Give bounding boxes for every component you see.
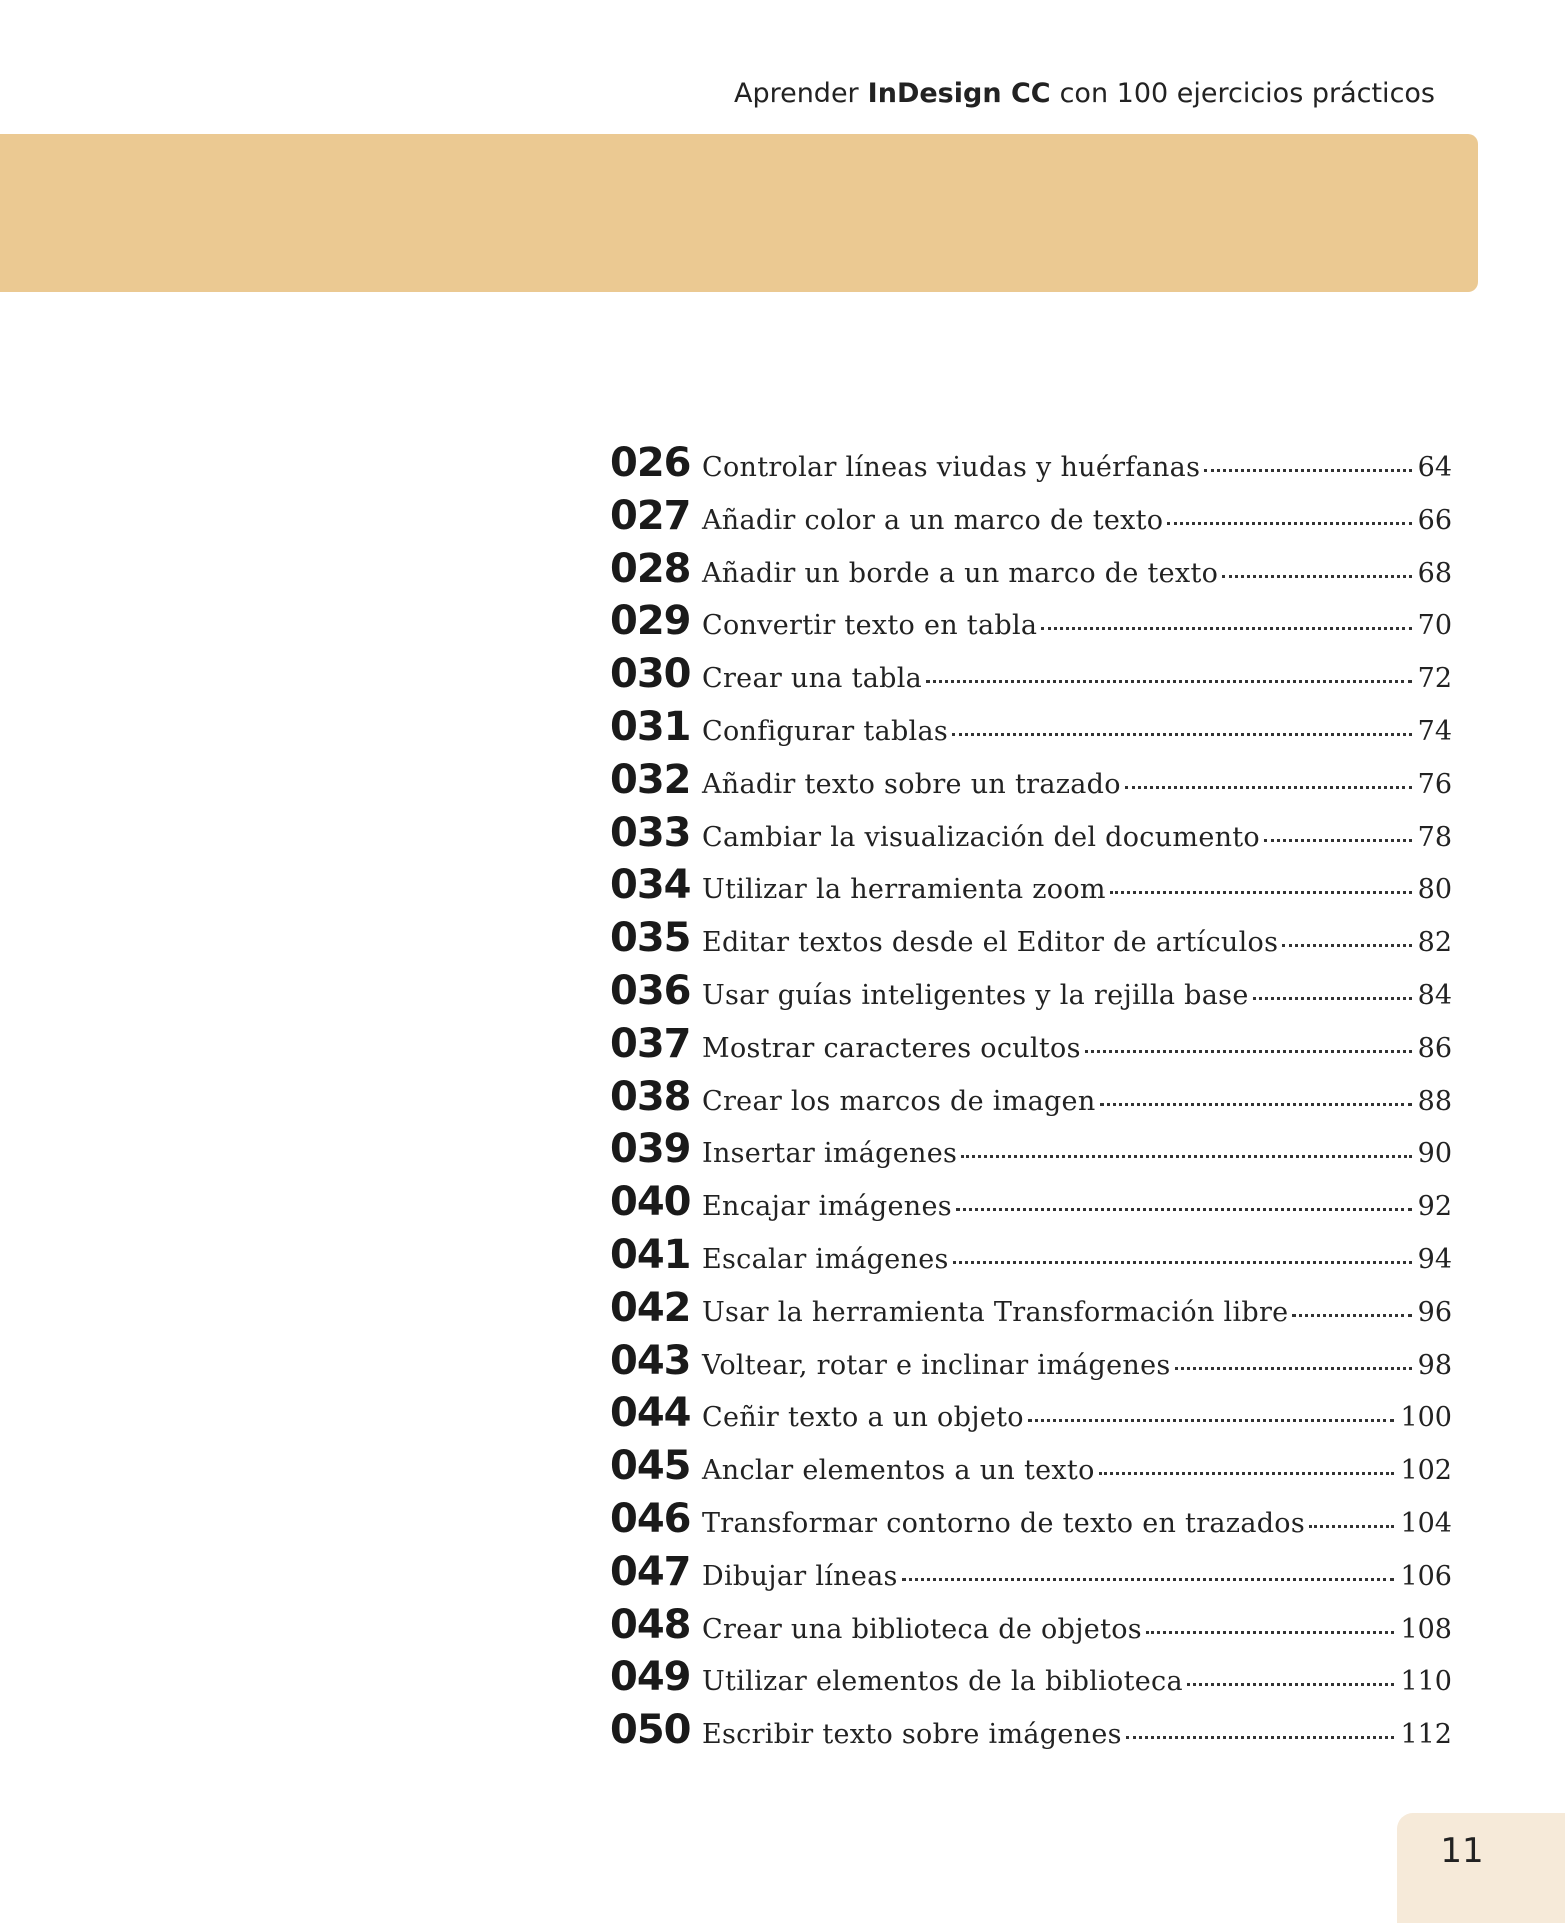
toc-dot-leader <box>1253 997 1412 1000</box>
toc-entry-title: Utilizar la herramienta zoom <box>702 874 1106 906</box>
toc-entry-page: 86 <box>1417 1032 1452 1064</box>
toc-dot-leader <box>1028 1419 1395 1422</box>
toc-entry-title: Crear una tabla <box>702 663 923 695</box>
running-header <box>734 78 1435 109</box>
toc-entry-page: 80 <box>1417 874 1452 906</box>
toc-entry-title: Añadir un borde a un marco de texto <box>702 557 1219 589</box>
header-color-band <box>0 134 1478 292</box>
toc-entry-page: 74 <box>1417 715 1452 747</box>
toc-dot-leader <box>1292 1314 1411 1317</box>
toc-entry-title: Convertir texto en tabla <box>702 610 1038 642</box>
toc-entry-page: 100 <box>1400 1402 1452 1434</box>
toc-entry-number: 028 <box>610 545 691 592</box>
toc-dot-leader <box>1264 839 1412 842</box>
toc-entry-page: 66 <box>1417 504 1452 536</box>
toc-entry-number: 029 <box>610 598 691 645</box>
toc-dot-leader <box>1126 1736 1395 1739</box>
toc-dot-leader <box>961 1155 1411 1158</box>
toc-dot-leader <box>926 680 1412 683</box>
toc-dot-leader <box>1085 1050 1412 1053</box>
toc-dot-leader <box>902 1578 1395 1581</box>
toc-entry-page: 102 <box>1400 1455 1452 1487</box>
toc-entry-page: 92 <box>1417 1191 1452 1223</box>
toc-entry-number: 038 <box>610 1073 691 1120</box>
toc-dot-leader <box>1099 1472 1395 1475</box>
toc-entry-title: Editar textos desde el Editor de artículos <box>702 927 1279 959</box>
header-prefix: Aprender <box>733 78 859 109</box>
page-number-tab <box>1397 1813 1565 1923</box>
toc-entry[interactable] <box>610 1602 1452 1655</box>
toc-entry-page: 104 <box>1400 1507 1452 1539</box>
toc-entry-page: 108 <box>1400 1613 1452 1645</box>
toc-entry-title: Controlar líneas viudas y huérfanas <box>702 452 1201 483</box>
toc-entry-page: 98 <box>1417 1349 1452 1381</box>
toc-entry-title: Escribir texto sobre imágenes <box>702 1719 1122 1751</box>
header-product: InDesign CC <box>867 78 1051 109</box>
toc-entry-number: 030 <box>610 651 691 698</box>
toc-dot-leader <box>1309 1525 1394 1528</box>
toc-entry-page: 96 <box>1417 1296 1452 1328</box>
toc-entry-number: 041 <box>610 1231 691 1278</box>
toc-entry-page: 106 <box>1400 1560 1452 1592</box>
toc-entry-page: 72 <box>1417 663 1452 695</box>
toc-entry[interactable] <box>610 704 1452 757</box>
toc-entry-number: 040 <box>610 1179 691 1226</box>
toc-entry-page: 110 <box>1400 1666 1452 1698</box>
toc-entry[interactable] <box>610 1338 1452 1391</box>
toc-entry-number: 043 <box>610 1337 691 1384</box>
toc-entry-number: 034 <box>610 862 691 909</box>
toc-entry[interactable] <box>610 915 1452 968</box>
toc-entry[interactable] <box>610 862 1452 915</box>
toc-entry[interactable] <box>610 651 1452 704</box>
toc-entry-title: Usar guías inteligentes y la rejilla base <box>702 979 1249 1011</box>
toc-entry-title: Mostrar caracteres ocultos <box>702 1032 1081 1064</box>
toc-entry[interactable] <box>610 1179 1452 1232</box>
toc-entry[interactable] <box>610 810 1452 863</box>
toc-entry-number: 027 <box>610 492 691 539</box>
toc-dot-leader <box>1222 575 1411 578</box>
toc-entry-title: Ceñir texto a un objeto <box>702 1402 1024 1434</box>
toc-entry-page: 112 <box>1400 1719 1452 1751</box>
toc-entry[interactable] <box>610 440 1452 493</box>
toc-entry[interactable] <box>610 1496 1452 1549</box>
page-number: 11 <box>1440 1831 1484 1871</box>
table-of-contents <box>610 440 1452 1760</box>
toc-entry-page: 82 <box>1417 927 1452 959</box>
toc-entry-title: Dibujar líneas <box>702 1560 898 1592</box>
toc-entry-page: 84 <box>1417 979 1452 1011</box>
toc-entry-title: Configurar tablas <box>702 715 949 747</box>
toc-entry[interactable] <box>610 1443 1452 1496</box>
toc-dot-leader <box>1125 786 1412 789</box>
toc-entry-page: 68 <box>1417 557 1452 589</box>
toc-dot-leader <box>953 1261 1412 1264</box>
toc-entry-number: 044 <box>610 1390 691 1437</box>
toc-entry-title: Utilizar elementos de la biblioteca <box>702 1666 1183 1698</box>
toc-entry-title: Voltear, rotar e inclinar imágenes <box>702 1349 1171 1381</box>
toc-entry[interactable] <box>610 493 1452 546</box>
toc-entry-title: Crear una biblioteca de objetos <box>702 1613 1142 1645</box>
toc-dot-leader <box>1187 1683 1395 1686</box>
toc-dot-leader <box>956 1208 1412 1211</box>
toc-entry-title: Anclar elementos a un texto <box>702 1455 1095 1487</box>
header-suffix: con 100 ejercicios prácticos <box>1059 78 1435 109</box>
toc-dot-leader <box>952 733 1412 736</box>
toc-entry[interactable] <box>610 598 1452 651</box>
toc-entry[interactable] <box>610 1390 1452 1443</box>
toc-entry-title: Añadir texto sobre un trazado <box>702 768 1121 800</box>
toc-dot-leader <box>1204 469 1411 472</box>
toc-entry-page: 76 <box>1417 768 1452 800</box>
toc-entry-page: 78 <box>1417 821 1452 853</box>
toc-entry-title: Encajar imágenes <box>702 1191 952 1223</box>
toc-entry[interactable] <box>610 968 1452 1021</box>
toc-entry-title: Insertar imágenes <box>702 1138 958 1170</box>
toc-entry-number: 047 <box>610 1548 691 1595</box>
toc-entry-page: 70 <box>1417 610 1452 642</box>
toc-entry-page: 64 <box>1417 452 1452 483</box>
toc-entry-number: 050 <box>610 1707 691 1754</box>
toc-entry-number: 039 <box>610 1126 691 1173</box>
toc-dot-leader <box>1175 1367 1412 1370</box>
toc-entry[interactable] <box>610 1707 1452 1760</box>
toc-dot-leader <box>1282 944 1411 947</box>
toc-entry-number: 048 <box>610 1601 691 1648</box>
toc-dot-leader <box>1041 627 1411 630</box>
toc-entry-number: 045 <box>610 1443 691 1490</box>
toc-entry-page: 90 <box>1417 1138 1452 1170</box>
toc-entry-number: 031 <box>610 703 691 750</box>
toc-entry-title: Escalar imágenes <box>702 1243 949 1275</box>
toc-entry[interactable] <box>610 1549 1452 1602</box>
toc-dot-leader <box>1167 522 1411 525</box>
toc-dot-leader <box>1110 891 1412 894</box>
toc-entry-page: 88 <box>1417 1085 1452 1117</box>
toc-entry[interactable] <box>610 1074 1452 1127</box>
toc-entry[interactable] <box>610 1126 1452 1179</box>
toc-entry-number: 033 <box>610 809 691 856</box>
toc-entry-title: Usar la herramienta Transformación libre <box>702 1296 1289 1328</box>
toc-entry[interactable] <box>610 1654 1452 1707</box>
toc-entry-number: 042 <box>610 1284 691 1331</box>
toc-entry-title: Crear los marcos de imagen <box>702 1085 1096 1117</box>
toc-entry-number: 026 <box>610 440 691 486</box>
toc-entry[interactable] <box>610 1285 1452 1338</box>
toc-entry-page: 94 <box>1417 1243 1452 1275</box>
toc-entry-number: 032 <box>610 756 691 803</box>
toc-entry-number: 049 <box>610 1654 691 1701</box>
toc-entry[interactable] <box>610 757 1452 810</box>
toc-entry-number: 036 <box>610 967 691 1014</box>
toc-entry-number: 037 <box>610 1020 691 1067</box>
toc-dot-leader <box>1100 1103 1412 1106</box>
toc-entry-title: Añadir color a un marco de texto <box>702 504 1164 536</box>
toc-entry-title: Cambiar la visualización del documento <box>702 821 1260 853</box>
toc-entry[interactable] <box>610 1232 1452 1285</box>
toc-entry-number: 035 <box>610 915 691 962</box>
toc-entry[interactable] <box>610 546 1452 599</box>
toc-entry[interactable] <box>610 1021 1452 1074</box>
toc-entry-number: 046 <box>610 1495 691 1542</box>
toc-dot-leader <box>1146 1631 1395 1634</box>
toc-entry-title: Transformar contorno de texto en trazados <box>702 1507 1306 1539</box>
